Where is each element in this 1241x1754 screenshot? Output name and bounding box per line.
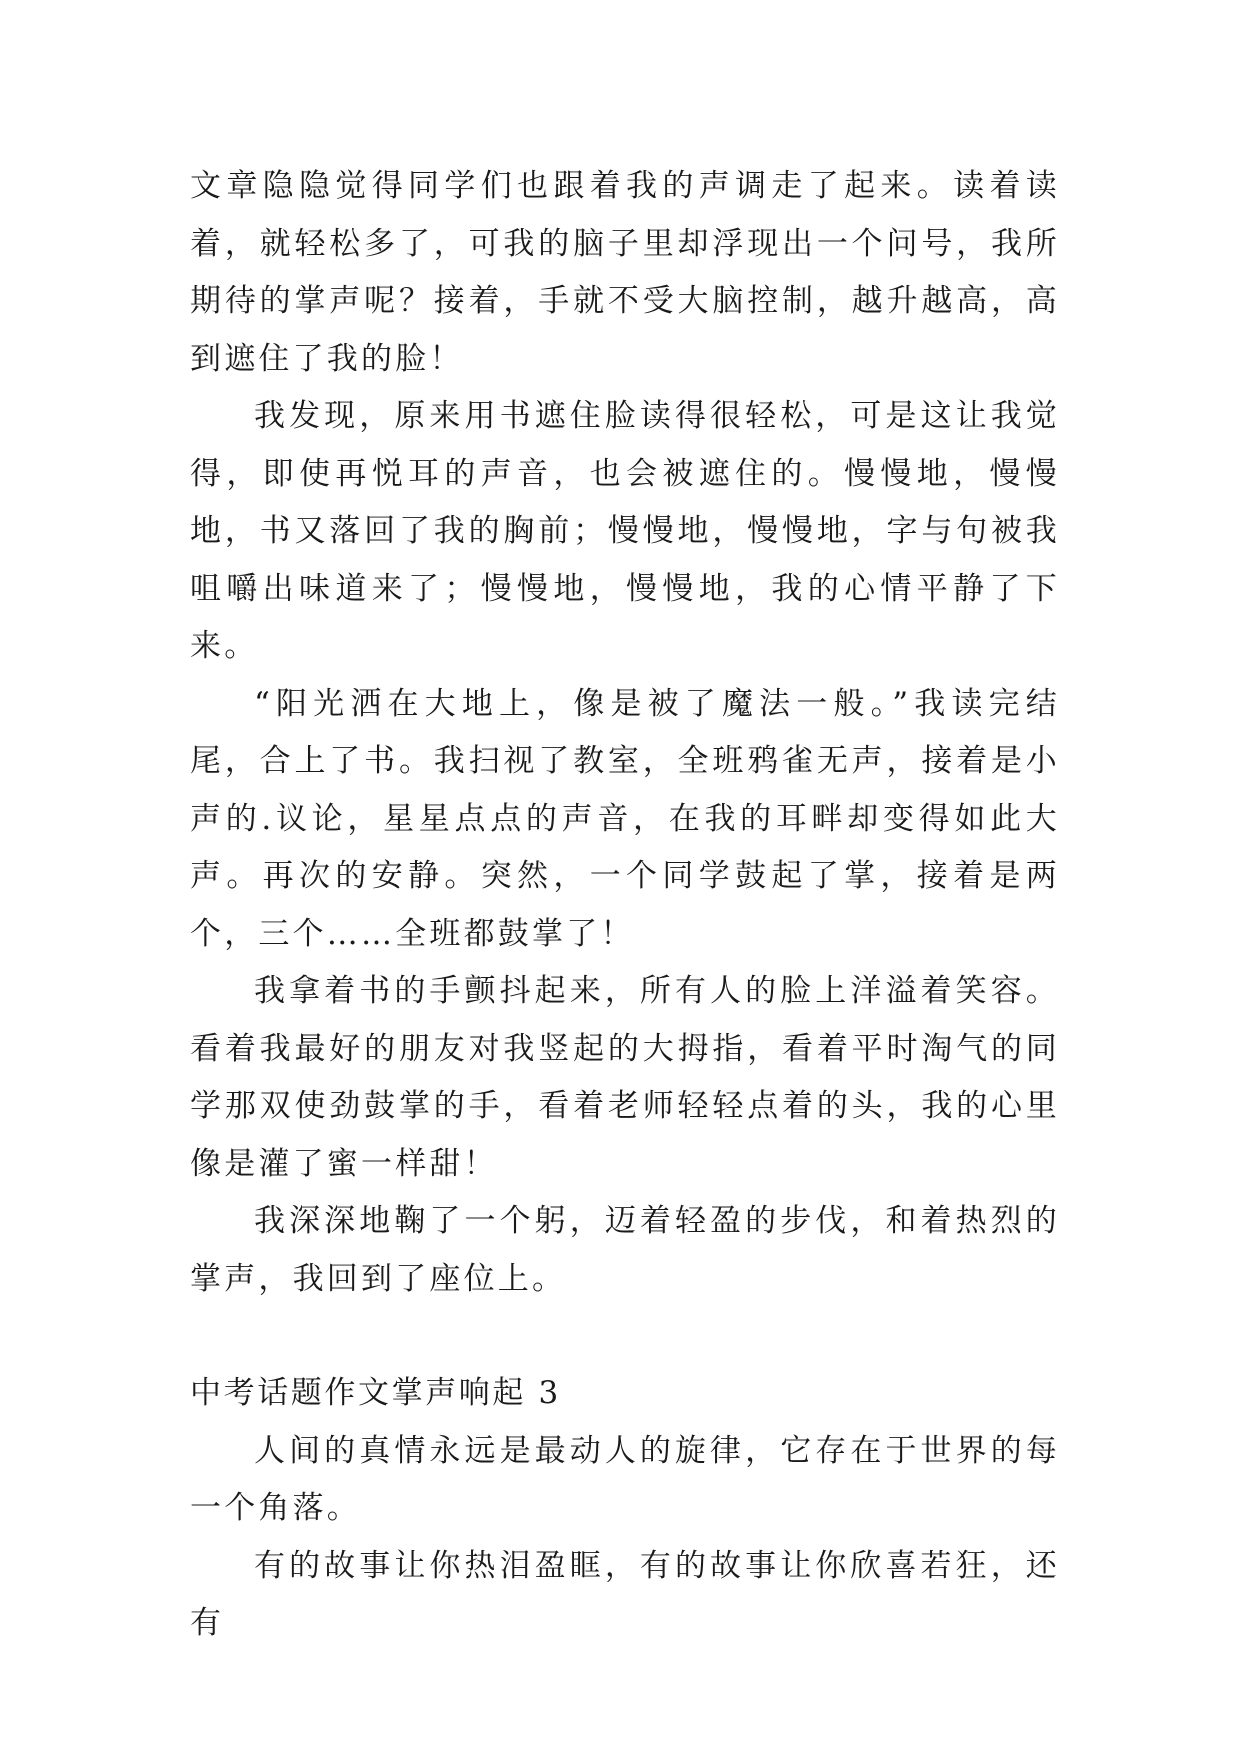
paragraph: 我拿着书的手颤抖起来，所有人的脸上洋溢着笑容。看着我最好的朋友对我竖起的大拇指，看着平时淘气的同学那双使劲鼓掌的手，看着老师轻轻点着的头，我的心里像是灌了蜜一样甜！ bbox=[190, 973, 1060, 1182]
paragraph: 有的故事让你热泪盈眶，有的故事让你欣喜若狂，还有 bbox=[190, 1547, 1060, 1641]
paragraph: “阳光洒在大地上，像是被了魔法一般。”我读完结尾，合上了书。我扫视了教室，全班鸦雀无声，接着是小声的.议论，星星点点的声音，在我的耳畔却变得如此大声。再次的安静。突然，一个同学鼓起了掌，接着是两个，三个……全班都鼓掌了！ bbox=[190, 685, 1060, 952]
paragraph: 我发现，原来用书遮住脸读得很轻松，可是这让我觉得，即使再悦耳的声音，也会被遮住的。慢慢地，慢慢地，书又落回了我的胸前；慢慢地，慢慢地，字与句被我咀嚼出味道来了；慢慢地，慢慢地，我的心情平静了下来。 bbox=[190, 398, 1060, 664]
paragraph: 文章隐隐觉得同学们也跟着我的声调走了起来。读着读着，就轻松多了，可我的脑子里却浮现出一个问号，我所期待的掌声呢？接着，手就不受大脑控制，越升越高，高到遮住了我的脸！ bbox=[190, 168, 1060, 377]
document-body bbox=[190, 158, 1060, 1653]
paragraph: 我深深地鞠了一个躬，迈着轻盈的步伐，和着热烈的掌声，我回到了座位上。 bbox=[190, 1203, 1060, 1297]
paragraph: 人间的真情永远是最动人的旋律，它存在于世界的每一个角落。 bbox=[190, 1432, 1060, 1526]
section-gap bbox=[190, 1308, 1060, 1365]
section-title: 中考话题作文掌声响起 3 bbox=[190, 1375, 561, 1411]
